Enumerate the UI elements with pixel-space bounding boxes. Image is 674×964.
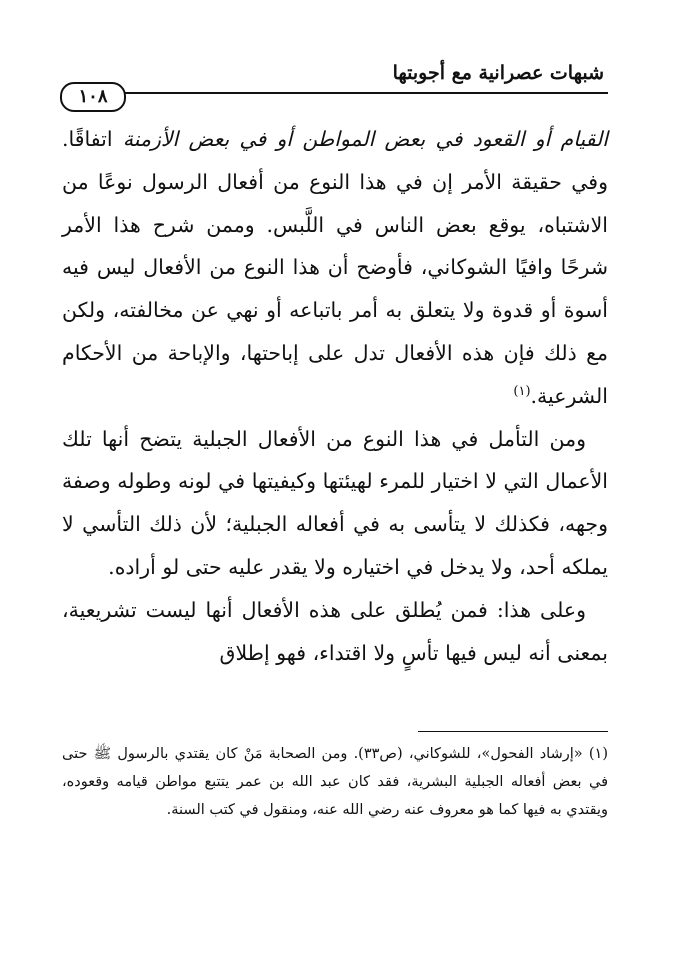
paragraph-1-text: اتفاقًا. وفي حقيقة الأمر إن في هذا النوع من أفعال الرسول نوعًا من الاشتباه، يوقع بعض الناس في اللَّبس. وممن شرح هذا الأمر شرحًا وافيًا الشوكاني، فأوضح أن هذا النوع من الأفعال ليس فيه أسوة أو قدوة ولا يتعلق به أمر باتباعه أو نهي عن مخالفته، ولكن مع ذلك فإن هذه الأفعال تدل على إباحتها، والإباحة من الأحكام الشرعية. (62, 127, 608, 408)
page-number: ١٠٨ (60, 82, 126, 112)
paragraph-1 (62, 118, 608, 418)
main-text (62, 118, 608, 674)
footnotes (62, 740, 608, 824)
paragraph-2: ومن التأمل في هذا النوع من الأفعال الجبلية يتضح أنها تلك الأعمال التي لا اختيار للمرء لهيئتها وكيفيتها في لونه وطوله وصفة وجهه، فكذلك لا يتأسى به في أفعاله الجبلية؛ لأن ذلك التأسي لا يملكه أحد، ولا يدخل في اختياره ولا يقدر عليه حتى لو أراده. (62, 426, 608, 579)
footnote-1: (١) «إرشاد الفحول»، للشوكاني، (ص٣٣). ومن الصحابة مَنْ كان يقتدي بالرسول ﷺ حتى في بعض أفعاله الجبلية البشرية، فقد كان عبد الله بن عمر يتتبع مواطن قيامه وقعوده، ويقتدي به فيها كما هو معروف عنه رضي الله عنه، ومنقول في كتب السنة. (62, 746, 608, 818)
footnote-separator (418, 731, 608, 732)
header-rule (62, 92, 608, 94)
running-title: شبهات عصرانية مع أجوبتها (392, 62, 604, 84)
paragraph-1-italic: القيام أو القعود في بعض المواطن أو في بعض الأزمنة (122, 127, 608, 151)
paragraph-3: وعلى هذا: فمن يُطلق على هذه الأفعال أنها ليست تشريعية، بمعنى أنه ليس فيها تأسٍ ولا اقتداء، فهو إطلاق (62, 597, 608, 665)
footnote-reference: (١) (513, 383, 531, 399)
